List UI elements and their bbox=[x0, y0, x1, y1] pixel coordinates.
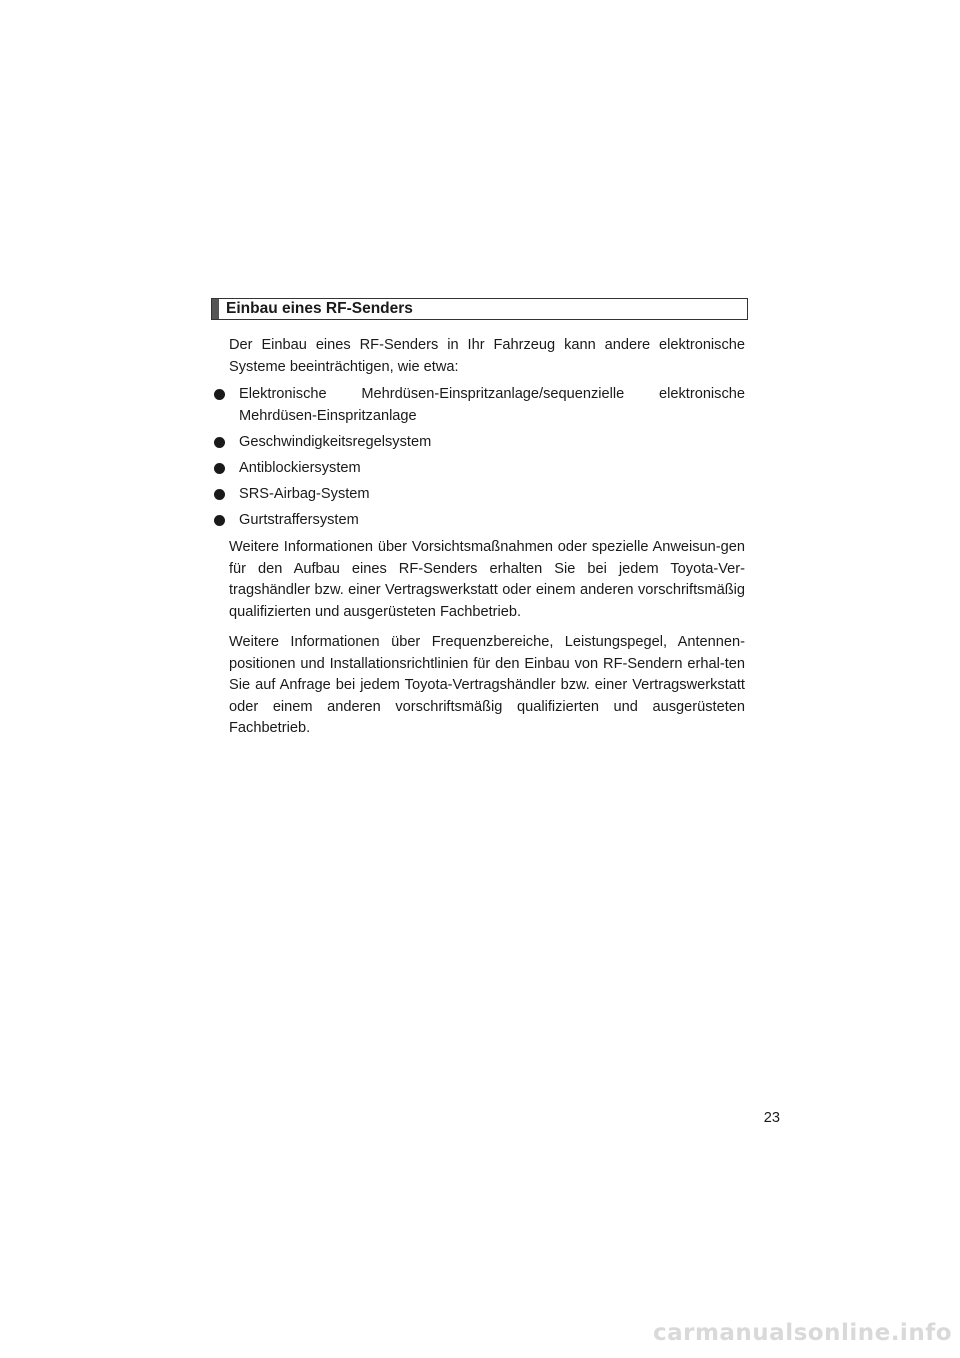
bullet-dot-icon bbox=[214, 463, 225, 474]
bullet-dot-icon bbox=[214, 389, 225, 400]
list-item-text: Gurtstraffersystem bbox=[239, 511, 359, 528]
info-paragraph-precautions: Weitere Informationen über Vorsichtsmaßnahmen oder spezielle Anweisun-gen für den Aufbau eines RF-Senders erhalten Sie bei jedem Toyota-Ver-tragshändler bzw. einer Vertragswerkstatt oder einem anderen vorschriftsmäßig qualifizierten und ausgerüsteten Fachbetrieb. bbox=[229, 539, 745, 620]
bullet-dot-icon bbox=[214, 437, 225, 448]
list-item bbox=[213, 510, 745, 532]
info-paragraph-frequencies: Weitere Informationen über Frequenzbereiche, Leistungspegel, Antennen-positionen und Installationsrichtlinien für den Einbau von RF-Sendern erhal-ten Sie auf Anfrage bei jedem Toyota-Vertragshändler bzw. einer Vertragswerkstatt oder einem anderen vorschriftsmäßig qualifizierten und ausgerüsteten Fachbetrieb. bbox=[229, 634, 745, 736]
bullet-list bbox=[213, 384, 745, 531]
intro-paragraph: Der Einbau eines RF-Senders in Ihr Fahrzeug kann andere elektronische Systeme beeinträchtigen, wie etwa: bbox=[229, 337, 745, 375]
list-item bbox=[213, 432, 745, 454]
bullet-dot-icon bbox=[214, 489, 225, 500]
list-item-text: Elektronische Mehrdüsen-Einspritzanlage/sequenzielle elektronische Mehrdüsen-Einspritzanlage bbox=[239, 386, 745, 424]
page-number: 23 bbox=[763, 1110, 780, 1126]
watermark: carmanualsonline.info bbox=[652, 1320, 952, 1346]
list-item-text: Antiblockiersystem bbox=[239, 459, 361, 476]
section-title: Einbau eines RF-Senders bbox=[226, 300, 413, 317]
list-item-text: SRS-Airbag-System bbox=[239, 485, 370, 502]
list-item bbox=[213, 384, 745, 427]
list-item bbox=[213, 458, 745, 480]
content-body bbox=[213, 335, 745, 749]
bullet-dot-icon bbox=[214, 515, 225, 526]
list-item bbox=[213, 484, 745, 506]
section-header bbox=[211, 298, 748, 320]
list-item-text: Geschwindigkeitsregelsystem bbox=[239, 433, 432, 450]
section-header-bar bbox=[212, 299, 219, 319]
